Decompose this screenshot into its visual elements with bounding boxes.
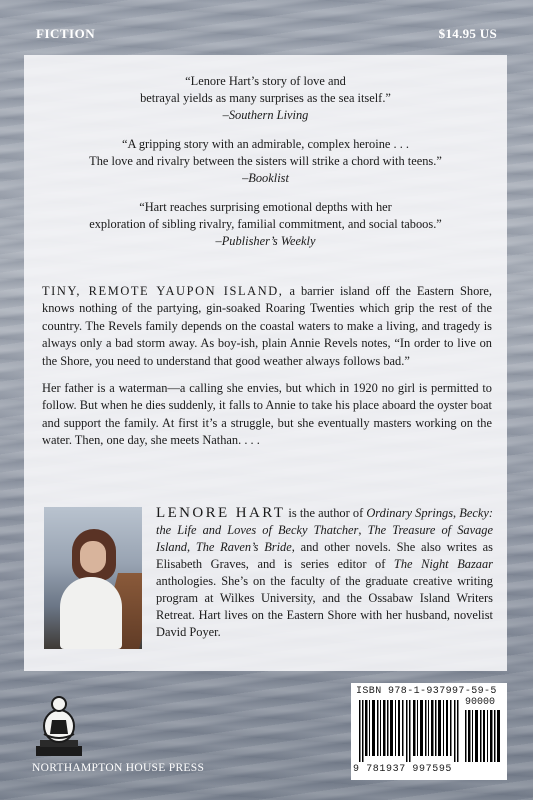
publisher-name: NORTHAMPTON HOUSE PRESS — [32, 762, 205, 774]
barcode-main-bars — [359, 700, 459, 762]
quote-attribution: –Southern Living — [222, 108, 309, 122]
price-label: $14.95 US — [438, 26, 497, 41]
photo-face-shape — [80, 541, 106, 573]
book-description — [42, 283, 492, 460]
quote-line: exploration of sibling rivalry, familial commitment, and social taboos.” — [89, 217, 442, 231]
review-quotes — [24, 73, 507, 262]
bio-text: , — [186, 540, 196, 554]
ean-number: 9 781937 997595 — [353, 764, 453, 775]
book-title: Ordinary Springs — [366, 506, 454, 520]
series-title: The Night Bazaar — [393, 557, 493, 571]
description-paragraph: Her father is a waterman—a calling she envies, but which in 1920 no girl is permitted to follow. But when he dies suddenly, it falls to Annie to take his place aboard the oyster boat and support the family. At first it’s a struggle, but she eventually masters working on the water. Then, one day, she meets Nathan. . . . — [42, 381, 492, 448]
quote-line: betrayal yields as many surprises as the sea itself.” — [140, 91, 391, 105]
quote-line: “A gripping story with an admirable, complex heroine . . . — [122, 137, 409, 151]
author-photo — [44, 507, 142, 649]
isbn-number: ISBN 978-1-937997-59-5 — [356, 686, 497, 697]
photo-body-shape — [60, 577, 122, 649]
bio-text: , — [453, 506, 460, 520]
review-quote — [24, 136, 507, 187]
description-text: a barrier island off the Eastern Shore, knows nothing of the partying, gin-soaked Roaring Twenties which grip the rest of the country. The Revels family depends on the coastal waters to make a living, and tragedy is always only a bad storm away. As boy-ish, plain Annie Revels notes, “In order to live on the Shore, you need to understand that good weather always follows bad.” — [42, 284, 492, 368]
bio-text: is the author of — [285, 506, 367, 520]
bio-text: anthologies. She’s on the faculty of the graduate creative writing program at Wilkes University, and the Ossabaw Island Writers Retreat. Hart lives on the Eastern Shore with her husband, novelist David Poyer. — [156, 574, 493, 639]
quote-attribution: –Publisher’s Weekly — [215, 234, 316, 248]
publisher-logo-icon — [28, 690, 90, 760]
description-lead: TINY, REMOTE YAUPON ISLAND, — [42, 284, 284, 298]
author-bio — [156, 505, 493, 641]
quote-line: “Lenore Hart’s story of love and — [185, 74, 346, 88]
review-quote — [24, 199, 507, 250]
book-title: The Treasure of Savage Island — [156, 523, 493, 554]
book-title: Becky: the Life and Loves of Becky Thatcher — [156, 506, 493, 537]
bio-text: , — [358, 523, 368, 537]
quote-line: “Hart reaches surprising emotional depths with her — [139, 200, 392, 214]
description-paragraph — [42, 283, 492, 370]
barcode-addon-bars — [465, 710, 501, 762]
cover-header — [36, 26, 497, 42]
review-quote — [24, 73, 507, 124]
content-panel — [24, 55, 507, 671]
isbn-barcode — [351, 683, 507, 780]
genre-label: FICTION — [36, 26, 96, 41]
quote-attribution: –Booklist — [242, 171, 289, 185]
author-name: LENORE HART — [156, 505, 286, 521]
quote-line: The love and rivalry between the sisters will strike a chord with teens.” — [89, 154, 442, 168]
barcode-addon-number: 90000 — [465, 697, 496, 708]
book-title: The Raven’s Bride — [195, 540, 292, 554]
bio-text: , and other novels. She also writes as Elisabeth Graves, and is series editor of — [156, 540, 493, 571]
